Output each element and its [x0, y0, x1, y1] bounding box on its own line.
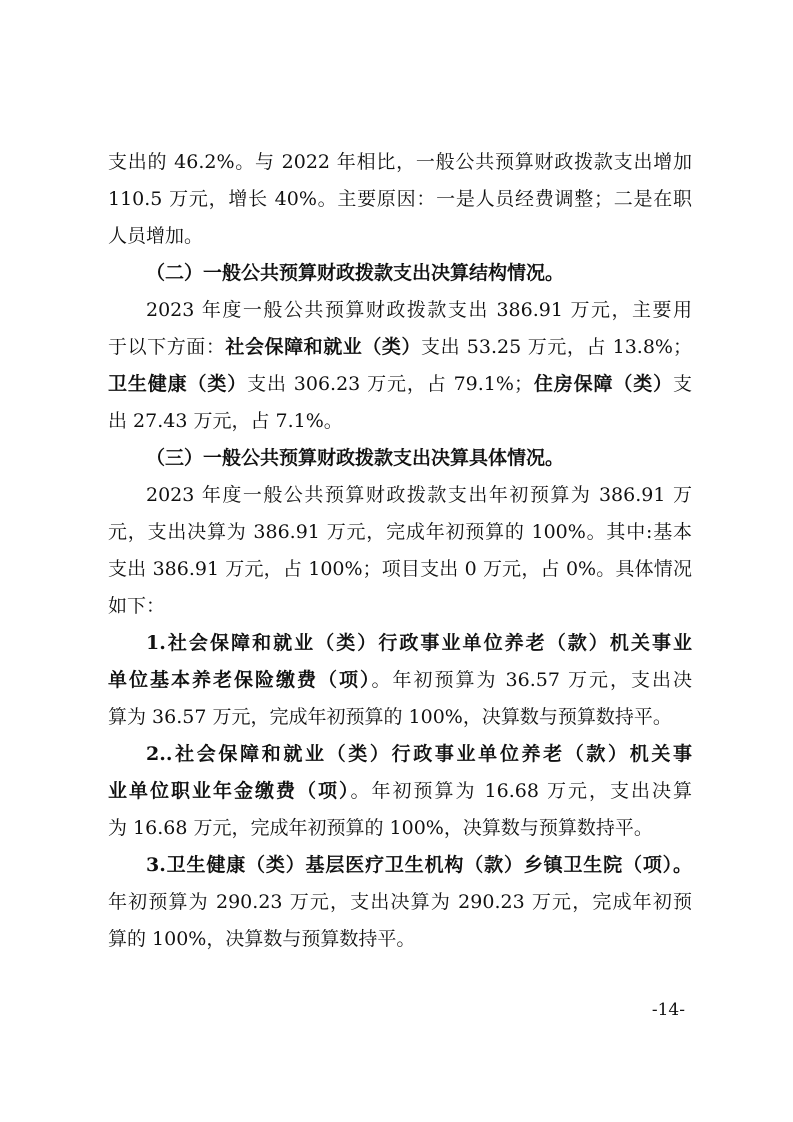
- text-line: 支出 386.91 万元，占 100%；项目支出 0 万元，占 0%。具体情况: [108, 558, 692, 580]
- text-line: 支出的 46.2%。与 2022 年相比，一般公共预算财政拨款支出增加: [108, 151, 692, 173]
- item-title: 单位基本养老保险缴费（项）: [108, 669, 372, 691]
- text-line: [108, 366, 692, 403]
- item-1-pension-insurance: [108, 625, 692, 736]
- section-heading-structure: （二）一般公共预算财政拨款支出决算结构情况。: [146, 262, 565, 284]
- category-housing: 住房保障（类）: [532, 373, 673, 395]
- item-title: 业单位职业年金缴费（项）: [108, 780, 351, 802]
- category-social-security: 社会保障和就业（类）: [225, 336, 422, 358]
- text-segment: 。年初预算为 16.68 万元，支出决算: [350, 780, 692, 802]
- paragraph-growth-summary: [108, 144, 692, 255]
- text-line: 算的 100%，决算数与预算数持平。: [108, 928, 416, 950]
- text-line: 2023 年度一般公共预算财政拨款支出 386.91 万元，主要用: [146, 299, 692, 321]
- text-segment: 于以下方面：: [108, 336, 226, 358]
- section-heading-details: （三）一般公共预算财政拨款支出决算具体情况。: [146, 447, 565, 469]
- document-body: [108, 144, 692, 958]
- category-health: 卫生健康（类）: [108, 373, 248, 395]
- text-line: 为 16.68 万元，完成年初预算的 100%，决算数与预算数持平。: [108, 817, 653, 839]
- text-line: 算为 36.57 万元，完成年初预算的 100%，决算数与预算数持平。: [108, 706, 672, 728]
- page-number: -14-: [651, 1000, 685, 1020]
- text-line: 元，支出决算为 386.91 万元，完成年初预算的 100%。其中:基本: [108, 521, 692, 543]
- text-segment: 支出 306.23 万元，占 79.1%；: [247, 373, 533, 395]
- text-line: [108, 662, 692, 699]
- text-line: 2..社会保障和就业（类）行政事业单位养老（款）机关事: [146, 743, 692, 765]
- text-segment: 支出 53.25 万元，占 13.8%；: [421, 336, 692, 358]
- paragraph-details: [108, 477, 692, 625]
- text-line: [108, 329, 692, 366]
- text-segment: 支: [672, 373, 692, 395]
- paragraph-structure: [108, 292, 692, 440]
- text-segment: 。年初预算为 36.57 万元，支出决: [371, 669, 692, 691]
- item-3-township-hospital: [108, 847, 692, 958]
- text-line: [108, 773, 692, 810]
- text-line: 2023 年度一般公共预算财政拨款支出年初预算为 386.91 万: [146, 484, 692, 506]
- text-line: 出 27.43 万元，占 7.1%。: [108, 410, 343, 432]
- text-line: 3.卫生健康（类）基层医疗卫生机构（款）乡镇卫生院（项）。: [146, 854, 692, 876]
- item-2-occupational-annuity: [108, 736, 692, 847]
- text-line: 110.5 万元，增长 40%。主要原因：一是人员经费调整；二是在职: [108, 188, 692, 210]
- text-line: 1.社会保障和就业（类）行政事业单位养老（款）机关事业: [146, 632, 692, 654]
- text-line: 如下：: [108, 595, 166, 617]
- text-line: 人员增加。: [108, 225, 204, 247]
- text-line: 年初预算为 290.23 万元，支出决算为 290.23 万元，完成年初预: [108, 891, 692, 913]
